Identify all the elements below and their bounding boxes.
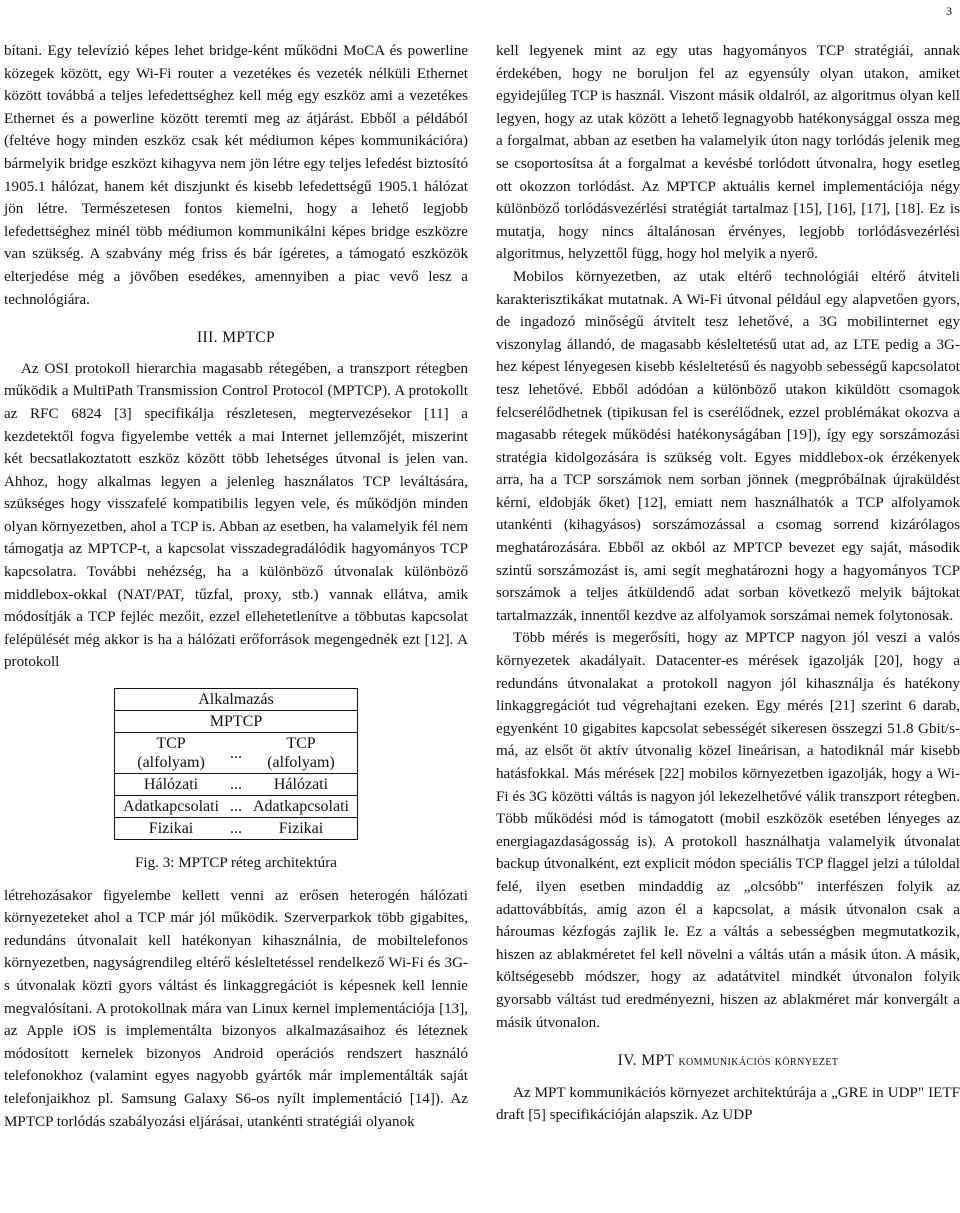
paragraph: Mobilos környezetben, az utak eltérő technológiái eltérő átviteli karakterisztikákat mutatnak. A Wi-Fi útvonal például egy alapvetően gyors, de ingadozó minőségű átvitelt tesz lehetővé, a 3G mobilinternet egy viszonylag állandó, de magasabb késleltetésű utat ad, az LTE pedig a 3G-hez képest lényegesen kisebb késleltetésű és nagyobb sebességű kapcsolatot tesz lehetővé. Ebből adódóan a különböző utakon kiküldött csomagok felcserélődhetnek (tipikusan fel is cserélődnek, ezzel problémákat okozva a magasabb rétegek működési hatékonyságában [19]), így egy sorszámozási stratégia kidolgozására is szükség volt. Egyes middlebox-ok érzékenyek arra, ha a TCP sorszámok nem sorban jönnek (megpróbálnak újraküldést kérni, eldobják őket) [12], emiatt nem használhatók a TCP alfolyamok utankénti (kihagyásos) sorszámozással a csomag sorrend kizárólagos meghatározására. Ebből az okból az MPTCP bevezet egy saját, második szintű sorszámozást is, ami segít meghatározni hogy a hagyományos TCP sorszámok a teljes átküldendő adat sorban következő melyik bájtokat tartalmazzák, innentől kezdve az alfolyamok sorszámai nemek folytonosak. bbox=[496, 268, 960, 624]
layer-tcp-right bbox=[245, 733, 357, 774]
paragraph: Az OSI protokoll hierarchia magasabb rétegében, a transzport rétegben működik a MultiPath Transmission Control Protocol (MPTCP). A protokollt az RFC 6824 [3] specifikálja részletesen, megtervezésekor [11] a kezdetektől fogva figyelembe vették a mai Internet jellemzőjét, miszerint két becsatlakoztatott eszköz között több lehetséges útvonal is jelen van. Ahhoz, hogy alkalmas legyen a jelenleg használatos TCP leváltására, szükséges hogy visszafelé kompatibilis legyen vele, és működjön minden olyan környezetben, ahol a TCP is. Abban az esetben, ha valamelyik fél nem támogatja az MPTCP-t, a kapcsolat visszadegradálódik hagyományos TCP kapcsolatra. További nehézség, ha a különböző útvonalak különböző middlebox-okkal (NAT/PAT, tűzfal, proxy, stb.) vannak ellátva, amik módosítják a TCP fejléc mezőit, ezzel ellehetetlenítve a többutas kapcsolat felépülését még akkor is ha a hálózati erőforrások megengednék ezt [12]. A protokoll bbox=[4, 360, 468, 671]
layer-physical-right: Fizikai bbox=[245, 818, 357, 840]
tcp-label: TCP bbox=[156, 735, 186, 753]
figure-caption: Fig. 3: MPTCP réteg architektúra bbox=[135, 855, 337, 872]
subflow-label: (alfolyam) bbox=[267, 754, 335, 772]
section-title: MPTCP bbox=[222, 329, 276, 347]
tcp-label: TCP bbox=[286, 735, 316, 753]
figure-mptcp-layers bbox=[4, 688, 468, 875]
left-column bbox=[4, 40, 468, 1133]
ellipsis: ... bbox=[227, 733, 245, 774]
page-number: 3 bbox=[946, 4, 952, 18]
section-number: III. bbox=[196, 329, 218, 347]
section-title: MPT bbox=[641, 1052, 675, 1070]
layer-table bbox=[114, 688, 358, 840]
ellipsis: ... bbox=[227, 774, 245, 796]
ellipsis: ... bbox=[227, 796, 245, 818]
right-column bbox=[496, 40, 960, 1127]
layer-physical-left: Fizikai bbox=[115, 818, 227, 840]
paragraph: Több mérés is megerősíti, hogy az MPTCP nagyon jól veszi a valós környezetek akadályait. Datacenter-es mérések igazolják [20], hogy a redundáns útvonalakat a protokoll nagyon jól kihasználja és hatékony linkaggregációt tud végrehajtani ezeken. Egy mérés [21] szerint 6 darab, egyenként 10 gigabites kapcsolat sebességét sikeresen összegzi 51.8 Gbit/s-má, az elsőt öt aktív útvonalig közel lineárisan, a hatodiknál már kisebb hatásfokkal. Más mérések [22] mobilos környezetben igazolják, hogy a Wi-Fi és 3G közötti váltás is nagyon jól lekezelhetővé válik transzport rétegben. Több működési mód is támogatott (mobil eszközök esetében lényeges az energiagazdaságosság is). A protokoll használhatja valamelyik útvonalat backup útvonalként, ezt explicit módon speciális TCP flaggel jelzi a túloldal felé, ilyen esetben mindaddig az „olcsóbb" interfészen folyik az adattovábbítás, amíg azon él a kapcsolat, a másik útvonalon csak a hároumas kézfogás zajlik le. Ez a váltás a sebességben megmutatkozik, hiszen az ablakméretet fel kell növelni a váltás után a másik úton. A másik, költségesebb módszer, hogy az adatátvitel mindkét útvonalon folyik gyorsabb váltást tud eredményezni, hiszen az ablakméret már konvergált a másik útvonalon. bbox=[496, 630, 960, 1031]
layer-datalink-right: Adatkapcsolati bbox=[245, 796, 357, 818]
section-number: IV. bbox=[617, 1052, 638, 1070]
section-heading-mptcp bbox=[4, 327, 468, 350]
paragraph: kell legyenek mint az egy utas hagyományos TCP stratégiái, annak érdekében, hogy ne boruljon fel az egyensúly olyan utakon, amiket egyidejűleg TCP is használ. Viszont másik oldalról, az algoritmus olyan kell legyen, hogy az utak között a lehető legnagyobb hatékonysággal ossza meg a forgalmat, abban az esetben ha valamelyik úton nagy torlódás jelenik meg se csoportosítsa át a forgalmat a kevésbé torlódott útvonalra, hogy esetleg ott okozzon torlódást. Az MPTCP aktuális kernel implementációja négy különböző torlódásvezérlési stratégiát tartalmaz [15], [16], [17], [18]. Ez is mutatja, hogy nincs általánosan érvényes, legjobb torlódásvezérlési algoritmus, helyzettől függ, hogy hol melyik a nyerő. bbox=[496, 43, 960, 263]
section-title-smallcaps: kommunikációs környezet bbox=[678, 1054, 839, 1070]
section-heading-mpt bbox=[496, 1050, 960, 1074]
ellipsis: ... bbox=[227, 818, 245, 840]
paragraph: létrehozásakor figyelembe kellett venni az erősen heterogén hálózati környezeteket ahol a TCP már jól működik. Szerverparkok több gigabites, redundáns útvonalait kell hatékonyan kihasználnia, de mobiltelefonos környezetben, nagyságrendileg eltérő késleltetéssel rendelkező Wi-Fi és 3G-s útvonalak közti gyors váltást és linkaggregációt is képesnek kell lennie megvalósítani. A protokollnak mára van Linux kernel implementációja [13], az Apple iOS is implementálta bizonyos alkalmazásaihoz és léteznek módosított kernelek bizonyos Android operációs rendszert használó telefonokhoz (valamint egyes nagyobb gyártók már implementálták saját telefonjaikhoz pl. Samsung Galaxy S6-os nyílt implementáció [14]). Az MPTCP torlódás szabályozási eljárásai, utankénti stratégiái olyanok bbox=[4, 887, 468, 1130]
paragraph: bítani. Egy televízió képes lehet bridge-ként működni MoCA és powerline közegek között, egy Wi-Fi router a vezetékes és vezeték nélküli Ethernet között továbbá a teljes lefedettséghez kell még egy eszköz ami a vezetékes Ethernet és a powerline között teremti meg az átjárást. Ebből a példából (feltéve hogy minden eszköz csak két médiumon képes kommunikációra) bármelyik bridge eszközt kihagyva nem jön létre egy teljes lefedést biztosító 1905.1 hálózat, hanem két diszjunkt és kisebb lefedettségű 1905.1 hálózat jön létre. Természetesen fontos kiemelni, hogy a lehető legjobb lefedettséghez minél több médiumon kommunikálni képes bridge eszközre van szükség. A szabvány még friss és bár ígéretes, a támogató eszközök elterjedése még a jövőben esedékes, amennyiben a piac vevő lesz a technológiára. bbox=[4, 43, 468, 308]
layer-application: Alkalmazás bbox=[115, 689, 358, 711]
layer-datalink-left: Adatkapcsolati bbox=[115, 796, 227, 818]
layer-network-left: Hálózati bbox=[115, 774, 227, 796]
layer-tcp-left bbox=[115, 733, 227, 774]
subflow-label: (alfolyam) bbox=[137, 754, 205, 772]
layer-network-right: Hálózati bbox=[245, 774, 357, 796]
layer-mptcp: MPTCP bbox=[115, 711, 358, 733]
paragraph: Az MPT kommunikációs környezet architektúrája a „GRE in UDP" IETF draft [5] specifikációján alapszik. Az UDP bbox=[496, 1084, 960, 1124]
